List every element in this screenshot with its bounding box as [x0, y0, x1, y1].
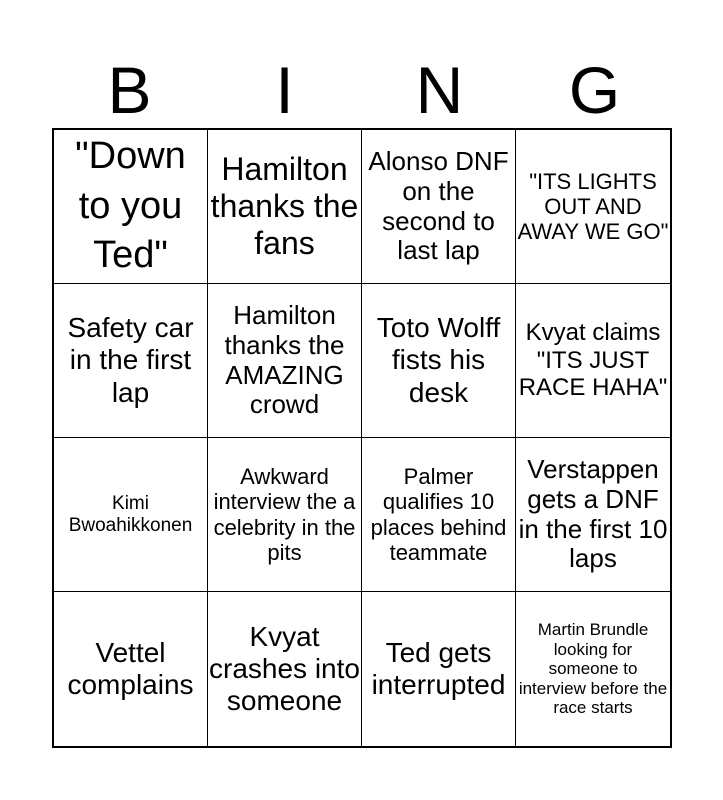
bingo-cell[interactable]: Kimi Bwoahikkonen [54, 438, 208, 592]
bingo-board [52, 128, 672, 748]
bingo-header [52, 50, 672, 127]
bingo-cell[interactable]: Toto Wolff fists his desk [362, 284, 516, 438]
bingo-cell[interactable]: Verstappen gets a DNF in the first 10 laps [516, 438, 670, 592]
bingo-cell[interactable]: Martin Brundle looking for someone to interview before the race starts [518, 620, 668, 718]
bingo-cell[interactable]: Vettel complains [54, 592, 208, 746]
bingo-cell[interactable]: "Down to you Ted" [54, 130, 208, 284]
bingo-cell[interactable]: Safety car in the first lap [54, 284, 208, 438]
bingo-cell[interactable]: Kvyat crashes into someone [208, 592, 362, 746]
bingo-cell[interactable]: Awkward interview the a celebrity in the pits [208, 438, 362, 592]
bingo-cell[interactable]: "ITS LIGHTS OUT AND AWAY WE GO" [516, 130, 670, 284]
header-letter-n: N [415, 53, 464, 127]
header-letter-i: I [275, 53, 294, 127]
header-letter-b: B [107, 53, 152, 127]
bingo-cell[interactable]: Palmer qualifies 10 places behind teammate [362, 438, 516, 592]
bingo-cell[interactable]: Alonso DNF on the second to last lap [362, 130, 516, 284]
bingo-cell[interactable]: Hamilton thanks the fans [208, 130, 362, 284]
bingo-cell[interactable]: Kvyat claims "ITS JUST RACE HAHA" [516, 284, 670, 438]
bingo-cell[interactable]: Ted gets interrupted [362, 592, 516, 746]
bingo-cell[interactable]: Hamilton thanks the AMAZING crowd [208, 284, 362, 438]
header-letter-g: G [568, 53, 621, 127]
